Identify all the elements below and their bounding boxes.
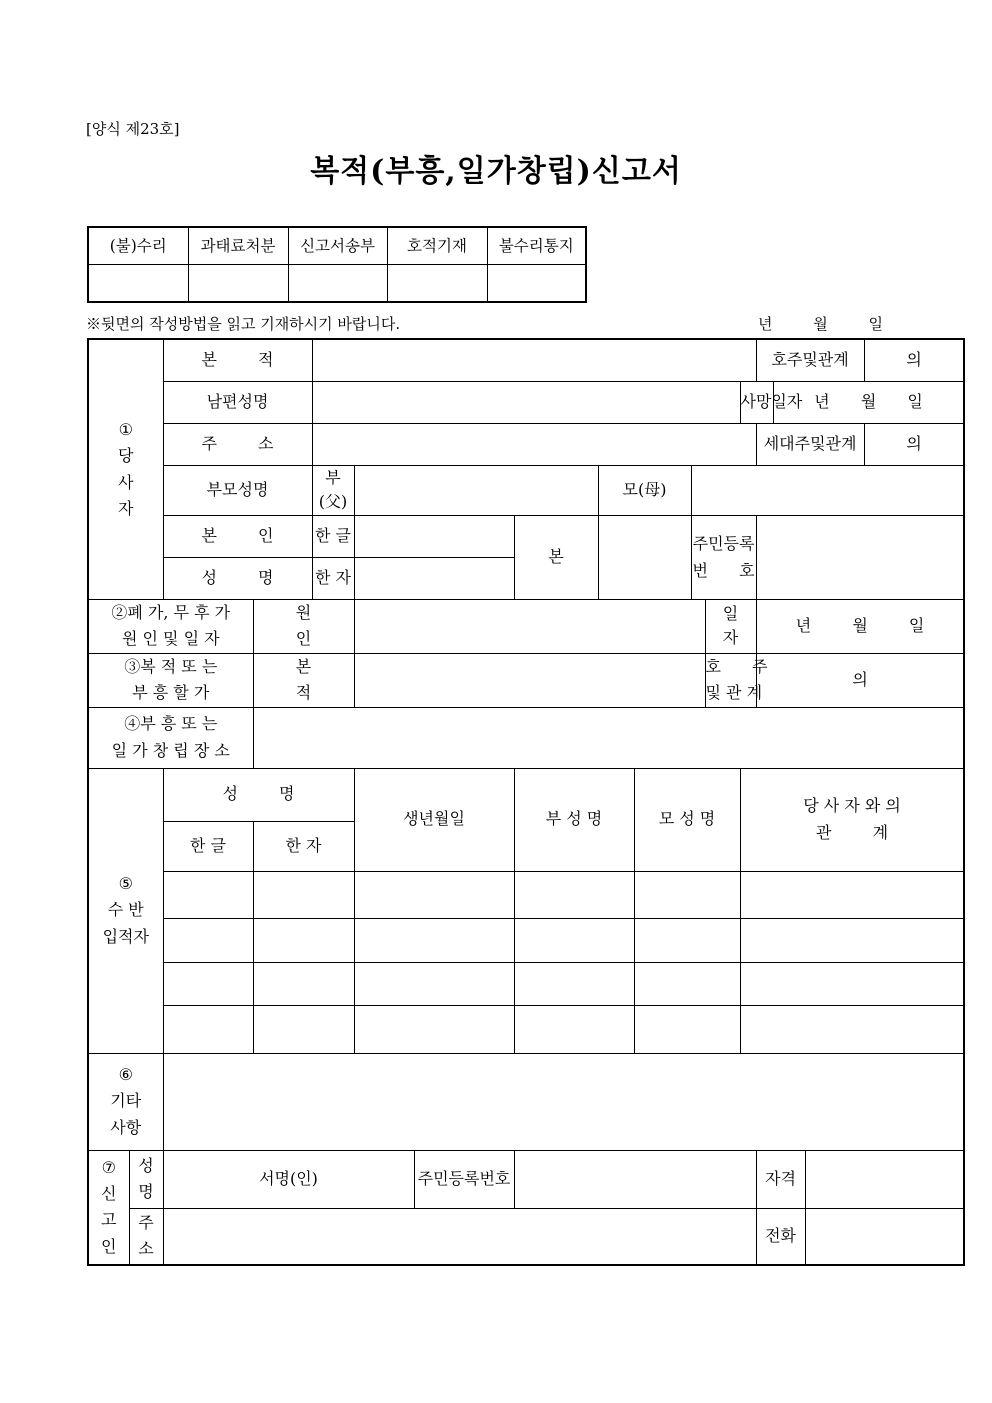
section-6-label: ⑥ 기타 사항 [88, 1053, 163, 1150]
label-hanja: 한 자 [312, 558, 354, 600]
companion-2-relation[interactable] [740, 918, 964, 962]
office-field-transfer[interactable] [288, 265, 387, 303]
header-birth: 생년월일 [354, 768, 514, 871]
companion-2-mother[interactable] [634, 918, 740, 962]
section-1-label: ① 당 사 자 [88, 339, 163, 600]
companion-4-mother[interactable] [634, 1005, 740, 1053]
label-reporter-name: 성 명 [129, 1150, 163, 1208]
field-restored-hoju[interactable]: 의 [756, 653, 964, 707]
label-cause: 원 인 [253, 600, 354, 654]
companion-2-birth[interactable] [354, 918, 514, 962]
field-name-hanja[interactable] [354, 558, 514, 600]
companion-3-father[interactable] [514, 962, 634, 1005]
companion-3-hanja[interactable] [253, 962, 354, 1005]
label-qualification: 자격 [756, 1150, 805, 1208]
field-other-matters[interactable] [163, 1053, 964, 1150]
label-mother: 모(母) [598, 465, 691, 516]
label-husband-name: 남편성명 [163, 381, 312, 423]
label-restored-hoju: 호 주 및 관 계 [705, 653, 756, 707]
companion-2-father[interactable] [514, 918, 634, 962]
label-hangul: 한 글 [312, 516, 354, 558]
field-bonjeok[interactable] [312, 339, 756, 381]
office-header-entry: 호적기재 [387, 227, 487, 265]
field-reporter-address[interactable] [163, 1208, 756, 1265]
label-phone: 전화 [756, 1208, 805, 1265]
field-qualification[interactable] [805, 1150, 964, 1208]
office-field-entry[interactable] [387, 265, 487, 303]
field-household-relation[interactable]: 의 [864, 423, 964, 465]
companion-3-mother[interactable] [634, 962, 740, 1005]
page-title: 복적(부흥,일가창립)신고서 [310, 154, 682, 189]
report-form-table [87, 338, 965, 1266]
label-death-date: 사망일자 [740, 381, 773, 423]
field-rrn[interactable] [756, 516, 964, 600]
header-name: 성 명 [163, 768, 354, 821]
companion-3-birth[interactable] [354, 962, 514, 1005]
label-restored-bonjeok: 본 적 [253, 653, 354, 707]
label-date: 일 자 [705, 600, 756, 654]
companion-1-father[interactable] [514, 871, 634, 918]
header-hangul: 한 글 [163, 821, 253, 871]
section-7-label: ⑦ 신 고 인 [88, 1150, 129, 1265]
field-reporter-rrn[interactable] [514, 1150, 756, 1208]
companion-4-father[interactable] [514, 1005, 634, 1053]
office-field-fine[interactable] [188, 265, 288, 303]
office-header-reject: 불수리통지 [487, 227, 586, 265]
label-bonjeok: 본 적 [163, 339, 312, 381]
field-phone[interactable] [805, 1208, 964, 1265]
companion-4-hanja[interactable] [253, 1005, 354, 1053]
field-revival-place[interactable] [253, 707, 964, 768]
field-cause[interactable] [354, 600, 705, 654]
label-rrn: 주민등록 번 호 [691, 516, 756, 600]
office-header-transfer: 신고서송부 [288, 227, 387, 265]
field-husband-name[interactable] [312, 381, 740, 423]
field-death-date[interactable]: 년 월 일 [773, 381, 964, 423]
companion-1-relation[interactable] [740, 871, 964, 918]
field-address[interactable] [312, 423, 756, 465]
label-father: 부(父) [312, 465, 354, 516]
companion-2-hangul[interactable] [163, 918, 253, 962]
companion-1-hangul[interactable] [163, 871, 253, 918]
companion-4-birth[interactable] [354, 1005, 514, 1053]
field-hoju-relation[interactable]: 의 [864, 339, 964, 381]
header-hanja: 한 자 [253, 821, 354, 871]
companion-1-birth[interactable] [354, 871, 514, 918]
section-3-label: ③복 적 또 는 부 흥 할 가 [88, 653, 253, 707]
label-name: 성 명 [163, 558, 312, 600]
companion-4-hangul[interactable] [163, 1005, 253, 1053]
report-date[interactable]: 년 월 일 [758, 315, 884, 333]
label-parents-name: 부모성명 [163, 465, 312, 516]
companion-4-relation[interactable] [740, 1005, 964, 1053]
label-reporter-rrn: 주민등록번호 [414, 1150, 514, 1208]
companion-1-mother[interactable] [634, 871, 740, 918]
office-header-accept: (불)수리 [88, 227, 188, 265]
section-2-label: ②폐 가, 무 후 가 원 인 및 일 자 [88, 600, 253, 654]
field-name-hangul[interactable] [354, 516, 514, 558]
section-5-label: ⑤ 수 반 입적자 [88, 768, 163, 1053]
office-processing-table [87, 226, 587, 303]
office-field-accept[interactable] [88, 265, 188, 303]
companion-2-hanja[interactable] [253, 918, 354, 962]
section-4-label: ④부 흥 또 는 일 가 창 립 장 소 [88, 707, 253, 768]
label-household-relation: 세대주및관계 [756, 423, 864, 465]
header-relation: 당 사 자 와 의 관 계 [740, 768, 964, 871]
header-mother-name: 모 성 명 [634, 768, 740, 871]
office-field-reject[interactable] [487, 265, 586, 303]
label-self: 본 인 [163, 516, 312, 558]
label-address: 주 소 [163, 423, 312, 465]
field-restored-bonjeok[interactable] [354, 653, 705, 707]
field-bon[interactable] [598, 516, 691, 600]
header-father-name: 부 성 명 [514, 768, 634, 871]
label-bon: 본 [514, 516, 598, 600]
label-reporter-address: 주 소 [129, 1208, 163, 1265]
field-reporter-signature[interactable]: 서명(인) [163, 1150, 414, 1208]
form-number: [양식 제23호] [86, 120, 180, 138]
companion-3-hangul[interactable] [163, 962, 253, 1005]
companion-1-hanja[interactable] [253, 871, 354, 918]
instruction-note: ※뒷면의 작성방법을 읽고 기재하시기 바랍니다. [86, 315, 401, 333]
field-date[interactable]: 년 월 일 [756, 600, 964, 654]
companion-3-relation[interactable] [740, 962, 964, 1005]
label-hoju-relation: 호주및관계 [756, 339, 864, 381]
field-mother-name[interactable] [691, 465, 964, 516]
office-header-fine: 과태료처분 [188, 227, 288, 265]
field-father-name[interactable] [354, 465, 598, 516]
